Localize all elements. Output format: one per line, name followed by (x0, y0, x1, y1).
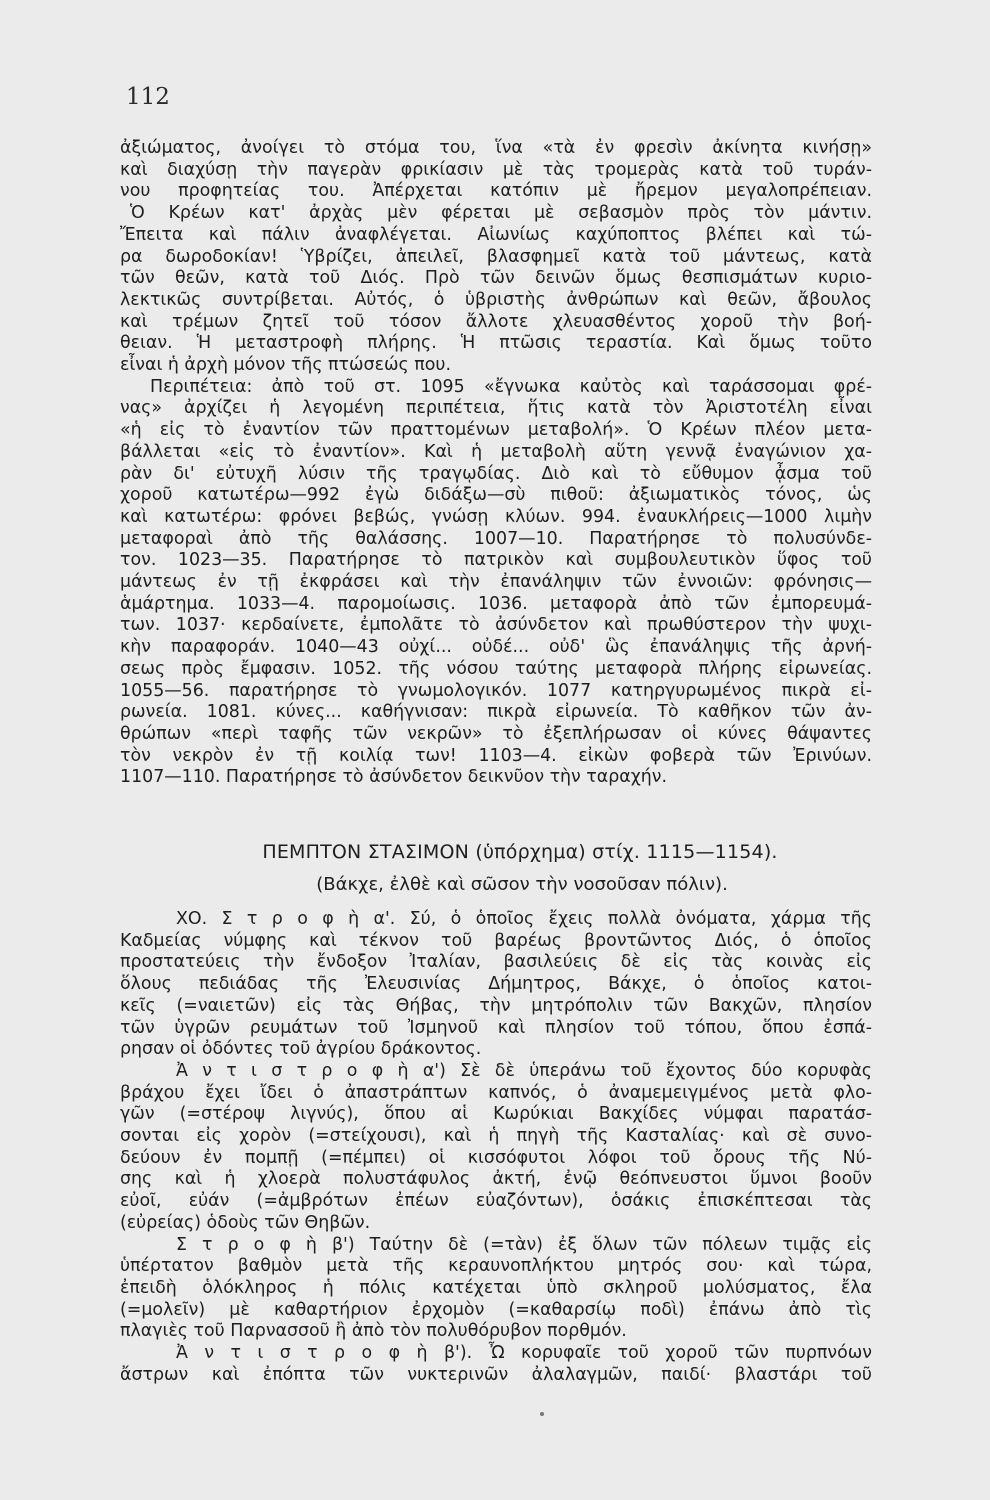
text-line: προστατεύεις τὴν ἔνδοξον Ἰταλίαν, βασιλεύεις δὲ εἰς τὰς κοινὰς εἰς (120, 952, 872, 973)
text-line: τον. 1023—35. Παρατήρησε τὸ πατρικὸν καὶ συμβουλευτικὸν ὕφος τοῦ (120, 550, 872, 571)
text-line: γῶν (=στέροψ λιγνύς), ὅπου αἱ Κωρύκιαι Βακχίδες νύμφαι παρατάσ- (120, 1104, 872, 1125)
text-line: καὶ διαχύσῃ τὴν παγερὰν φρικίασιν μὲ τὰς τρομερὰς κατὰ τοῦ τυράν- (120, 159, 872, 180)
text-line: τῶν θεῶν, κατὰ τοῦ Διός. Πρὸ τῶν δεινῶν ὅμως θεσπισμάτων κυριο- (120, 268, 872, 289)
text-line: μεταφοραὶ ἀπὸ τῆς θαλάσσης. 1007—10. Παρατήρησε τὸ πολυσύνδε- (120, 528, 872, 549)
section-subheading: (Βάκχε, ἐλθὲ καὶ σῶσον τὴν νοσοῦσαν πόλιν). (316, 874, 728, 895)
text-line: Καδμείας νύμφης καὶ τέκνον τοῦ βαρέως βροντῶντος Διός, ὁ ὁποῖος (120, 930, 872, 951)
text-line: ἄστρων καὶ ἐπόπτα τῶν νυκτερινῶν ἀλαλαγμῶν, παιδί· βλαστάρι τοῦ (120, 1364, 872, 1385)
text-line: εὐοῖ, εὐάν (=ἀμβρότων ἐπέων εὐαζόντων), ὁσάκις ἐπισκέπτεσαι τὰς (120, 1191, 872, 1212)
text-line: ρὰν δι' εὐτυχῆ λύσιν τῆς τραγῳδίας. Διὸ καὶ τὸ εὔθυμον ᾆσμα τοῦ (120, 463, 872, 484)
text-line: τῶν ὑγρῶν ρευμάτων τοῦ Ἰσμηνοῦ καὶ πλησίον τοῦ τόπου, ὅπου ἐσπά- (120, 1017, 872, 1038)
text-line: λεκτικῶς συντρίβεται. Αὐτός, ὁ ὑβριστὴς ἀνθρώπων καὶ θεῶν, ἄβουλος (120, 289, 872, 310)
text-line: νας» ἀρχίζει ἡ λεγομένη περιπέτεια, ἥτις κατὰ τὸν Ἀριστοτέλη εἶναι (120, 398, 872, 419)
commentary-section (120, 138, 872, 789)
text-line: Ἔπειτα καὶ πάλιν ἀναφλέγεται. Αἰωνίως καχύποπτος βλέπει καὶ τώ- (120, 224, 872, 245)
text-line: ὅλους πεδιάδας τῆς Ἐλευσινίας Δήμητρος, Βάκχε, ὁ ὁποῖος κατοι- (120, 974, 872, 995)
text-line: ἐπειδὴ ὁλόκληρος ἡ πόλις κατέχεται ὑπὸ σκληροῦ μολύσματος, ἔλα (120, 1277, 872, 1298)
text-line: Ἀ ν τ ι σ τ ρ ο φ ὴ β'). Ὦ κορυφαῖε τοῦ χοροῦ τῶν πυρπνόων (176, 1343, 872, 1364)
text-line: Ἀ ν τ ι σ τ ρ ο φ ὴ α') Σὲ δὲ ὑπεράνω τοῦ ἔχοντος δύο κορυφὰς (176, 1060, 872, 1081)
text-line: δεύουν ἐν πομπῇ (=πέμπει) οἱ κισσόφυτοι λόφοι τοῦ ὄρους τῆς Νύ- (120, 1147, 872, 1168)
text-line: Σ τ ρ ο φ ὴ β') Ταύτην δὲ (=τὰν) ἐξ ὅλων τῶν πόλεων τιμᾷς εἰς (176, 1234, 872, 1255)
text-line: Ὁ Κρέων κατ' ἀρχὰς μὲν φέρεται μὲ σεβασμὸν πρὸς τὸν μάντιν. (130, 203, 872, 224)
text-line: «ἡ εἰς τὸ ἐναντίον τῶν πραττομένων μεταβολή». Ὁ Κρέων πλέον μετα- (120, 420, 872, 441)
text-line: 1055—56. παρατήρησε τὸ γνωμολογικόν. 1077 κατηργυρωμένος πικρὰ εἰ- (120, 680, 872, 701)
text-line: ὑπέρτατον βαθμὸν μετὰ τῆς κεραυνοπλήκτου μητρός σου· καὶ τώρα, (120, 1256, 872, 1277)
text-line: βάλλεται «εἰς τὸ ἐναντίον». Καὶ ἡ μεταβολὴ αὕτη γεννᾷ ἐναγώνιον χα- (120, 441, 872, 462)
text-line: ρα δωροδοκίαν! Ὑβρίζει, ἀπειλεῖ, βλασφημεῖ κατὰ τοῦ μάντεως, κατὰ (120, 246, 872, 267)
text-line: βράχου ἔχει ἴδει ὁ ἀπαστράπτων καπνός, ὁ ἀναμεμειγμένος μετὰ φλο- (120, 1082, 872, 1103)
text-line: ἀξιώματος, ἀνοίγει τὸ στόμα του, ἵνα «τὰ ἐν φρεσὶν ἀκίνητα κινήσῃ» (120, 138, 872, 158)
text-line: σης καὶ ἡ χλοερὰ πολυστάφυλος ἀκτή, ἐνῷ θεόπνευστοι ὕμνοι βοοῦν (120, 1169, 872, 1190)
text-line: θειαν. Ἡ μεταστροφὴ πλήρης. Ἡ πτῶσις τεραστία. Καὶ ὅμως τοῦτο (120, 333, 872, 354)
text-line: πλαγιὲς τοῦ Παρνασσοῦ ἢ ἀπὸ τὸν πολυθόρυβον πορθμόν. (120, 1321, 627, 1342)
text-line: σονται εἰς χορὸν (=στείχουσι), καὶ ἡ πηγὴ τῆς Κασταλίας· καὶ σὲ συνο- (120, 1126, 872, 1147)
section-heading: ΠΕΜΠΤΟΝ ΣΤΑΣΙΜΟΝ (ὑπόρχημα) στίχ. 1115—1154). (262, 841, 778, 863)
text-line: ρησαν οἱ ὀδόντες τοῦ ἀγρίου δράκοντος. (120, 1039, 482, 1060)
page-number: 112 (126, 84, 170, 110)
text-line: εἶναι ἡ ἀρχὴ μόνον τῆς πτώσεώς που. (120, 355, 451, 376)
text-line: νου προφητείας του. Ἀπέρχεται κατόπιν μὲ ἤρεμον μεγαλοπρέπειαν. (120, 181, 872, 202)
text-line: καὶ τρέμων ζητεῖ τοῦ τόσον ἄλλοτε χλευασθέντος χοροῦ τὴν βοή- (120, 311, 872, 332)
text-line: (=μολεῖν) μὲ καθαρτήριον ἐρχομὸν (=καθαρσίῳ ποδὶ) ἐπάνω ἀπὸ τὶς (120, 1299, 872, 1320)
text-line: (εὐρείας) ὁδοὺς τῶν Θηβῶν. (120, 1212, 371, 1233)
text-line: ΧΟ. Σ τ ρ ο φ ὴ α'. Σύ, ὁ ὁποῖος ἔχεις πολλὰ ὀνόματα, χάρμα τῆς (176, 909, 872, 929)
text-line: μάντεως ἐν τῇ ἐκφράσει καὶ τὴν ἐπανάληψιν τῶν ἐννοιῶν: φρόνησις— (120, 572, 872, 593)
text-line: Περιπέτεια: ἀπὸ τοῦ στ. 1095 «ἔγνωκα καὐτὸς καὶ ταράσσομαι φρέ- (150, 376, 872, 397)
text-line: ἁμάρτημα. 1033—4. παρομοίωσις. 1036. μεταφορὰ ἀπὸ τῶν ἐμπορευμά- (120, 593, 872, 614)
translation-section (120, 909, 872, 1386)
text-line: καὶ κατωτέρω: φρόνει βεβώς, γνώσῃ κλύων. 994. ἐναυκλήρεις—1000 λιμὴν (120, 506, 872, 527)
text-line: ρωνεία. 1081. κύνες... καθήγνισαν: πικρὰ εἰρωνεία. Τὸ καθῆκον τῶν ἀν- (120, 702, 872, 723)
text-line: θρώπων «περὶ ταφῆς τῶν νεκρῶν» τὸ ἐξεπλήρωσαν οἱ κύνες θάψαντες (120, 723, 872, 744)
text-line: χοροῦ κατωτέρω—992 ἐγὼ διδάξω—σὺ πιθοῦ: ἀξιωματικὸς τόνος, ὡς (120, 485, 872, 506)
text-line: 1107—110. Παρατήρησε τὸ ἀσύνδετον δεικνῦον τὴν ταραχήν. (120, 767, 668, 788)
text-line: τὸν νεκρὸν ἐν τῇ κοιλίᾳ των! 1103—4. εἰκὼν φοβερὰ τῶν Ἐρινύων. (120, 745, 872, 766)
text-line: σεως πρὸς ἔμφασιν. 1052. τῆς νόσου ταύτης μεταφορὰ πλήρης εἰρωνείας. (120, 658, 872, 679)
text-line: κεῖς (=ναιετῶν) εἰς τὰς Θήβας, τὴν μητρόπολιν τῶν Βακχῶν, πλησίον (120, 995, 872, 1016)
text-line: κὴν παραφοράν. 1040—43 οὐχί... οὐδέ... οὐδ' ὣς ἐπανάληψις τῆς ἀρνή- (120, 637, 872, 658)
print-speck (540, 1412, 544, 1416)
text-line: των. 1037· κερδαίνετε, ἐμπολᾶτε τὸ ἀσύνδετον καὶ πρωθύστερον τὴν ψυχι- (120, 615, 872, 636)
